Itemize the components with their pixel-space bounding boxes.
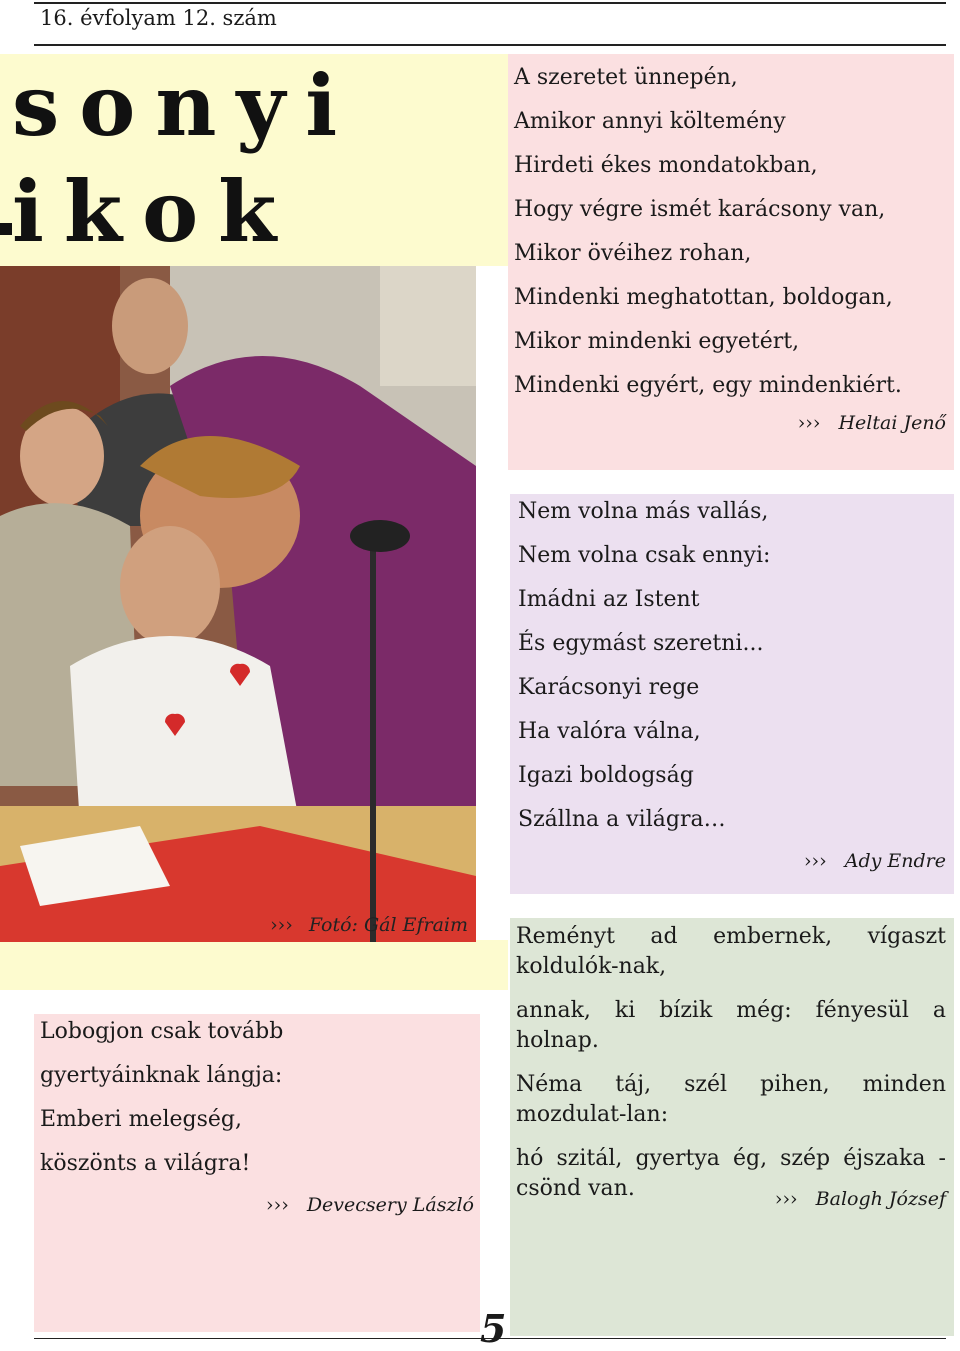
poem-line: Emberi melegség, — [40, 1107, 242, 1132]
poem-line: Mikor mindenki egyetért, — [514, 329, 800, 354]
poem-line: Nem volna más vallás, — [518, 499, 769, 524]
author-arrow: ››› — [803, 850, 827, 872]
poem-author-devecsery — [266, 1194, 474, 1216]
poem-paragraph: annak, ki bízik még: fényesül a holnap. — [516, 998, 946, 1053]
poem-line: Lobogjon csak tovább — [40, 1019, 284, 1044]
poem-paragraph: Néma táj, szél pihen, minden mozdulat-lan: — [516, 1072, 946, 1127]
poem-author-heltai — [798, 412, 946, 434]
poem-box-ady — [510, 494, 954, 894]
poem-line: És egymást szeretni... — [518, 631, 764, 656]
event-photo — [0, 266, 476, 942]
poem-line: Nem volna csak ennyi: — [518, 543, 771, 568]
poem-devecsery — [40, 1014, 283, 1190]
author-arrow: ››› — [774, 1188, 798, 1210]
author-name: Heltai Jenő — [838, 412, 946, 434]
page-number: 5 — [480, 1306, 507, 1351]
poem-line: gyertyáinknak lángja: — [40, 1063, 283, 1088]
author-name: Devecsery László — [306, 1194, 474, 1216]
poem-line: Hogy végre ismét karácsony van, — [514, 197, 886, 222]
author-name: Balogh József — [815, 1188, 946, 1210]
poem-line: Mikor övéihez rohan, — [514, 241, 752, 266]
top-rule — [34, 2, 946, 4]
author-arrow: ››› — [797, 412, 821, 434]
title-line-1: sonyi — [12, 56, 358, 155]
poem-paragraph: Reményt ad embernek, vígaszt koldulók-nak, — [516, 924, 946, 979]
poem-line: Mindenki egyért, egy mindenkiért. — [514, 373, 902, 398]
poem-line: A szeretet ünnepén, — [514, 65, 738, 90]
poem-line: Karácsonyi rege — [518, 675, 700, 700]
poem-heltai — [514, 60, 902, 412]
title-line-2 — [0, 162, 297, 261]
poem-line: Amikor annyi költemény — [514, 109, 786, 134]
event-photo-illustration — [0, 266, 476, 942]
poem-line: Ha valóra válna, — [518, 719, 701, 744]
poem-box-devecsery — [34, 1014, 480, 1332]
photo-credit-arrow: ››› — [270, 914, 293, 936]
author-name: Ady Endre — [844, 850, 946, 872]
photo-credit-text: Fotó: Gál Efraim — [308, 914, 468, 936]
header-rule — [34, 44, 946, 46]
poem-line: Szállna a világra… — [518, 807, 726, 832]
issue-label: 16. évfolyam 12. szám — [40, 6, 277, 30]
poem-line: Imádni az Istent — [518, 587, 700, 612]
poem-line: Hirdeti ékes mondatokban, — [514, 153, 818, 178]
poem-line: köszönts a világra! — [40, 1151, 251, 1176]
poem-author-ady — [804, 850, 946, 872]
photo-credit — [270, 914, 468, 936]
poem-line: Mindenki meghatottan, boldogan, — [514, 285, 893, 310]
poem-ady — [518, 494, 770, 846]
poem-balogh — [516, 922, 946, 1218]
poem-line: Igazi boldogság — [518, 763, 694, 788]
poem-author-balogh — [775, 1188, 946, 1210]
poem-box-heltai — [508, 54, 954, 470]
title-line-2-text: ikok — [12, 162, 297, 261]
photo-frame-bottom — [0, 940, 508, 990]
author-arrow: ››› — [266, 1194, 289, 1216]
poem-paragraph: hó szitál, gyertya ég, szép éjszaka - csönd van. — [516, 1146, 946, 1201]
poem-box-balogh — [510, 918, 954, 1336]
